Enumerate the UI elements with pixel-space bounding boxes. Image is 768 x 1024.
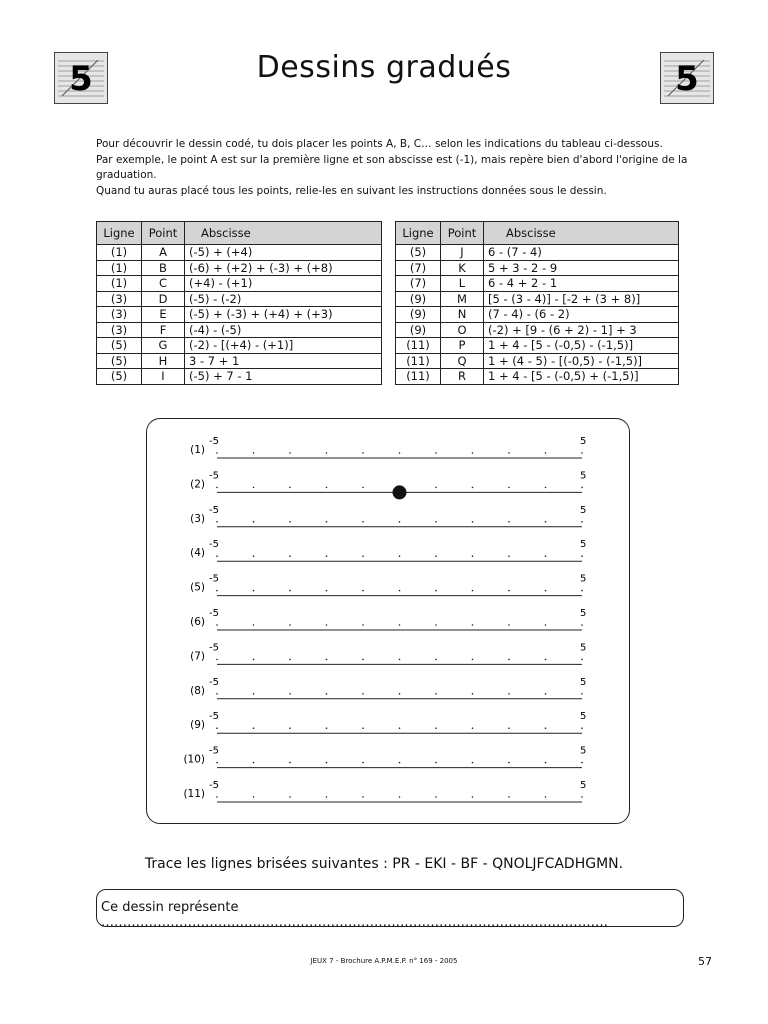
- cell-ligne: (3): [97, 322, 142, 338]
- tick-mark: [289, 693, 291, 695]
- tick-mark: [289, 762, 291, 764]
- line-min-label: -5: [209, 539, 219, 551]
- cell-point: D: [142, 291, 185, 307]
- tick-mark: [508, 521, 510, 523]
- cell-ligne: (7): [396, 260, 441, 276]
- line-max-label: 5: [580, 573, 587, 585]
- tick-mark: [545, 555, 547, 557]
- tick-mark: [472, 590, 474, 592]
- tick-mark: [472, 624, 474, 626]
- tick-mark: [435, 487, 437, 489]
- table-row: [396, 369, 679, 385]
- line-max-label: 5: [580, 539, 587, 551]
- cell-point: B: [142, 260, 185, 276]
- tick-mark: [362, 727, 364, 729]
- line-label: (10): [183, 753, 205, 766]
- cell-abscisse: (-2) + [9 - (6 + 2) - 1] + 3: [484, 322, 679, 338]
- tick-mark: [253, 659, 255, 661]
- badge-number: 5: [675, 59, 699, 99]
- tick-mark: [545, 487, 547, 489]
- tick-mark: [289, 590, 291, 592]
- header-point: Point: [142, 222, 185, 245]
- badge-number: 5: [69, 59, 93, 99]
- tick-mark: [253, 452, 255, 454]
- cell-abscisse: 6 - 4 + 2 - 1: [484, 276, 679, 292]
- tick-mark: [435, 762, 437, 764]
- line-label: (9): [190, 719, 205, 732]
- table-right-body: [396, 245, 679, 385]
- header-ligne: Ligne: [97, 222, 142, 245]
- table-row: [97, 291, 382, 307]
- cell-abscisse: 1 + 4 - [5 - (-0,5) - (-1,5)]: [484, 338, 679, 354]
- tick-mark: [399, 624, 401, 626]
- tick-mark: [545, 796, 547, 798]
- tick-mark: [399, 796, 401, 798]
- tick-mark: [253, 487, 255, 489]
- cell-abscisse: (-5) - (-2): [185, 291, 382, 307]
- table-row: [97, 338, 382, 354]
- cell-ligne: (1): [97, 276, 142, 292]
- tick-mark: [289, 555, 291, 557]
- tick-mark: [435, 624, 437, 626]
- tick-mark: [326, 624, 328, 626]
- tick-mark: [289, 727, 291, 729]
- header-point: Point: [441, 222, 484, 245]
- coordinates-table-left: [96, 221, 382, 385]
- line-label: (7): [190, 650, 205, 663]
- tick-mark: [581, 762, 583, 764]
- line-label: (2): [190, 478, 205, 491]
- line-min-label: -5: [209, 608, 219, 619]
- line-label: (11): [183, 788, 205, 800]
- table-row: [97, 369, 382, 385]
- cell-abscisse: (-5) + (-3) + (+4) + (+3): [185, 307, 382, 323]
- tick-mark: [399, 590, 401, 592]
- cell-ligne: (5): [97, 338, 142, 354]
- cell-point: G: [142, 338, 185, 354]
- tick-mark: [216, 762, 218, 764]
- tick-mark: [362, 624, 364, 626]
- cell-ligne: (1): [97, 245, 142, 261]
- tick-mark: [362, 762, 364, 764]
- cell-abscisse: 1 + 4 - [5 - (-0,5) + (-1,5)]: [484, 369, 679, 385]
- tick-mark: [435, 452, 437, 454]
- answer-prompt: Ce dessin représente ………………………………………………………………………………………………………: [101, 900, 608, 930]
- table-row: [396, 245, 679, 261]
- tick-mark: [326, 590, 328, 592]
- cell-abscisse: 3 - 7 + 1: [185, 353, 382, 369]
- line-min-label: -5: [209, 711, 219, 723]
- cell-point: F: [142, 322, 185, 338]
- tick-mark: [581, 452, 583, 454]
- tick-mark: [362, 659, 364, 661]
- tick-mark: [216, 693, 218, 695]
- line-max-label: 5: [580, 436, 587, 447]
- cell-ligne: (1): [97, 260, 142, 276]
- tick-mark: [289, 659, 291, 661]
- tick-mark: [216, 521, 218, 523]
- tick-mark: [472, 796, 474, 798]
- cell-point: R: [441, 369, 484, 385]
- tick-mark: [362, 521, 364, 523]
- tick-mark: [472, 487, 474, 489]
- line-max-label: 5: [580, 608, 587, 619]
- cell-ligne: (11): [396, 353, 441, 369]
- table-row: [396, 260, 679, 276]
- page-number: 57: [698, 955, 712, 968]
- tick-mark: [472, 727, 474, 729]
- tick-mark: [435, 555, 437, 557]
- tick-mark: [435, 796, 437, 798]
- tick-mark: [326, 762, 328, 764]
- table-row: [97, 245, 382, 261]
- line-label: (4): [190, 547, 205, 560]
- tick-mark: [253, 521, 255, 523]
- tick-mark: [326, 796, 328, 798]
- tick-mark: [326, 487, 328, 489]
- tick-mark: [289, 796, 291, 798]
- cell-point: P: [441, 338, 484, 354]
- cell-point: I: [142, 369, 185, 385]
- cell-abscisse: (-6) + (+2) + (-3) + (+8): [185, 260, 382, 276]
- tick-mark: [326, 555, 328, 557]
- tick-mark: [399, 762, 401, 764]
- table-row: [396, 322, 679, 338]
- line-label: (8): [190, 684, 205, 697]
- footer-citation: JEUX 7 - Brochure A.P.M.E.P. n° 169 - 2005: [310, 957, 458, 965]
- tick-mark: [435, 590, 437, 592]
- cell-point: J: [441, 245, 484, 261]
- cell-ligne: (9): [396, 322, 441, 338]
- number-lines-frame: [146, 418, 630, 824]
- tick-mark: [472, 762, 474, 764]
- line-max-label: 5: [580, 470, 587, 482]
- line-label: (3): [190, 512, 205, 525]
- tick-mark: [253, 555, 255, 557]
- line-max-label: 5: [580, 676, 587, 688]
- instruction-text: Trace les lignes brisées suivantes : PR - EKI - BF - QNOLJFCADHGMN.: [144, 856, 624, 872]
- line-max-label: 5: [580, 711, 587, 723]
- tick-mark: [508, 727, 510, 729]
- line-min-label: -5: [209, 573, 219, 585]
- tick-mark: [326, 452, 328, 454]
- tick-mark: [472, 555, 474, 557]
- tick-mark: [362, 555, 364, 557]
- line-min-label: -5: [209, 504, 219, 516]
- line-min-label: -5: [209, 436, 219, 447]
- tick-mark: [581, 727, 583, 729]
- table-row: [97, 353, 382, 369]
- tick-mark: [289, 624, 291, 626]
- cell-point: N: [441, 307, 484, 323]
- tick-mark: [289, 487, 291, 489]
- tick-mark: [545, 521, 547, 523]
- cell-ligne: (5): [396, 245, 441, 261]
- cell-point: C: [142, 276, 185, 292]
- table-row: [396, 338, 679, 354]
- tick-mark: [216, 659, 218, 661]
- tick-mark: [508, 762, 510, 764]
- cell-ligne: (11): [396, 338, 441, 354]
- tick-mark: [435, 659, 437, 661]
- cell-point: L: [441, 276, 484, 292]
- cell-abscisse: (+4) - (+1): [185, 276, 382, 292]
- line-max-label: 5: [580, 745, 587, 757]
- tick-mark: [362, 796, 364, 798]
- cell-abscisse: (-5) + (+4): [185, 245, 382, 261]
- intro-paragraph-2: Par exemple, le point A est sur la première ligne et son abscisse est (-1), mais repère bien d'abord l'origine de la graduation.: [96, 153, 688, 181]
- tick-mark: [508, 796, 510, 798]
- tick-mark: [581, 659, 583, 661]
- line-min-label: -5: [209, 780, 219, 791]
- tick-mark: [472, 693, 474, 695]
- tick-mark: [581, 590, 583, 592]
- answer-box: [96, 889, 684, 930]
- cell-abscisse: 5 + 3 - 2 - 9: [484, 260, 679, 276]
- tick-mark: [216, 555, 218, 557]
- tick-mark: [399, 659, 401, 661]
- cell-abscisse: (-2) - [(+4) - (+1)]: [185, 338, 382, 354]
- tick-mark: [435, 727, 437, 729]
- cell-ligne: (7): [396, 276, 441, 292]
- tick-mark: [472, 521, 474, 523]
- cell-abscisse: (7 - 4) - (6 - 2): [484, 307, 679, 323]
- line-label: (5): [190, 581, 205, 594]
- cell-ligne: (9): [396, 291, 441, 307]
- cell-ligne: (11): [396, 369, 441, 385]
- tick-mark: [508, 624, 510, 626]
- intro-paragraph-3: Quand tu auras placé tous les points, relie-les en suivant les instructions données sous le dessin.: [96, 184, 607, 197]
- line-min-label: -5: [209, 745, 219, 757]
- cell-point: O: [441, 322, 484, 338]
- tick-mark: [545, 624, 547, 626]
- tick-mark: [435, 521, 437, 523]
- cell-point: Q: [441, 353, 484, 369]
- tick-mark: [581, 487, 583, 489]
- tick-mark: [508, 487, 510, 489]
- tick-mark: [399, 693, 401, 695]
- number-lines-drawing: [147, 419, 629, 823]
- table-row: [396, 276, 679, 292]
- cell-ligne: (3): [97, 291, 142, 307]
- header-abscisse: Abscisse: [484, 222, 679, 245]
- tick-mark: [581, 796, 583, 798]
- line-label: (1): [190, 444, 205, 456]
- tick-mark: [545, 693, 547, 695]
- origin-marker: [393, 485, 407, 499]
- tick-mark: [216, 590, 218, 592]
- line-min-label: -5: [209, 642, 219, 654]
- tick-mark: [581, 693, 583, 695]
- line-label: (6): [190, 616, 205, 628]
- line-min-label: -5: [209, 470, 219, 482]
- table-row: [396, 307, 679, 323]
- intro-paragraph-1: Pour découvrir le dessin codé, tu dois placer les points A, B, C… selon les indications du tableau ci-dessous.: [96, 138, 663, 150]
- cell-abscisse: [5 - (3 - 4)] - [-2 + (3 + 8)]: [484, 291, 679, 307]
- tick-mark: [253, 796, 255, 798]
- table-row: [97, 260, 382, 276]
- table-row: [97, 276, 382, 292]
- tick-mark: [581, 555, 583, 557]
- tick-mark: [399, 727, 401, 729]
- tick-mark: [326, 659, 328, 661]
- tick-mark: [289, 521, 291, 523]
- tick-mark: [289, 452, 291, 454]
- tick-mark: [545, 659, 547, 661]
- tick-mark: [399, 555, 401, 557]
- tick-mark: [326, 693, 328, 695]
- cell-abscisse: 1 + (4 - 5) - [(-0,5) - (-1,5)]: [484, 353, 679, 369]
- cell-abscisse: 6 - (7 - 4): [484, 245, 679, 261]
- tick-mark: [216, 796, 218, 798]
- tick-mark: [253, 727, 255, 729]
- header-abscisse: Abscisse: [185, 222, 382, 245]
- cell-ligne: (3): [97, 307, 142, 323]
- tick-mark: [216, 487, 218, 489]
- page-title: Dessins gradués: [256, 50, 512, 85]
- cell-ligne: (9): [396, 307, 441, 323]
- tick-mark: [216, 727, 218, 729]
- tick-mark: [472, 659, 474, 661]
- tick-mark: [472, 452, 474, 454]
- tick-mark: [508, 555, 510, 557]
- cell-point: M: [441, 291, 484, 307]
- cell-point: E: [142, 307, 185, 323]
- cell-point: K: [441, 260, 484, 276]
- cell-abscisse: (-4) - (-5): [185, 322, 382, 338]
- tick-mark: [362, 590, 364, 592]
- tick-mark: [362, 452, 364, 454]
- table-left-body: [97, 245, 382, 385]
- tick-mark: [508, 659, 510, 661]
- tick-mark: [545, 727, 547, 729]
- tick-mark: [216, 624, 218, 626]
- table-row: [396, 353, 679, 369]
- table-row: [396, 291, 679, 307]
- tick-mark: [581, 521, 583, 523]
- intro-text: [96, 137, 716, 199]
- tick-mark: [581, 624, 583, 626]
- coordinates-table-right: [395, 221, 679, 385]
- cell-point: H: [142, 353, 185, 369]
- tick-mark: [508, 693, 510, 695]
- tick-mark: [545, 452, 547, 454]
- table-row: [97, 322, 382, 338]
- cell-ligne: (5): [97, 353, 142, 369]
- table-row: [97, 307, 382, 323]
- cell-point: A: [142, 245, 185, 261]
- cell-ligne: (5): [97, 369, 142, 385]
- tick-mark: [545, 762, 547, 764]
- line-min-label: -5: [209, 676, 219, 688]
- tick-mark: [326, 521, 328, 523]
- tick-mark: [326, 727, 328, 729]
- tick-mark: [399, 452, 401, 454]
- tick-mark: [435, 693, 437, 695]
- tick-mark: [253, 762, 255, 764]
- tick-mark: [545, 590, 547, 592]
- tick-mark: [508, 590, 510, 592]
- tick-mark: [399, 521, 401, 523]
- cell-abscisse: (-5) + 7 - 1: [185, 369, 382, 385]
- tick-mark: [508, 452, 510, 454]
- line-max-label: 5: [580, 780, 587, 791]
- tick-mark: [362, 693, 364, 695]
- tick-mark: [253, 590, 255, 592]
- header-ligne: Ligne: [396, 222, 441, 245]
- tick-mark: [253, 693, 255, 695]
- tick-mark: [216, 452, 218, 454]
- tick-mark: [253, 624, 255, 626]
- line-max-label: 5: [580, 642, 587, 654]
- tick-mark: [362, 487, 364, 489]
- line-max-label: 5: [580, 504, 587, 516]
